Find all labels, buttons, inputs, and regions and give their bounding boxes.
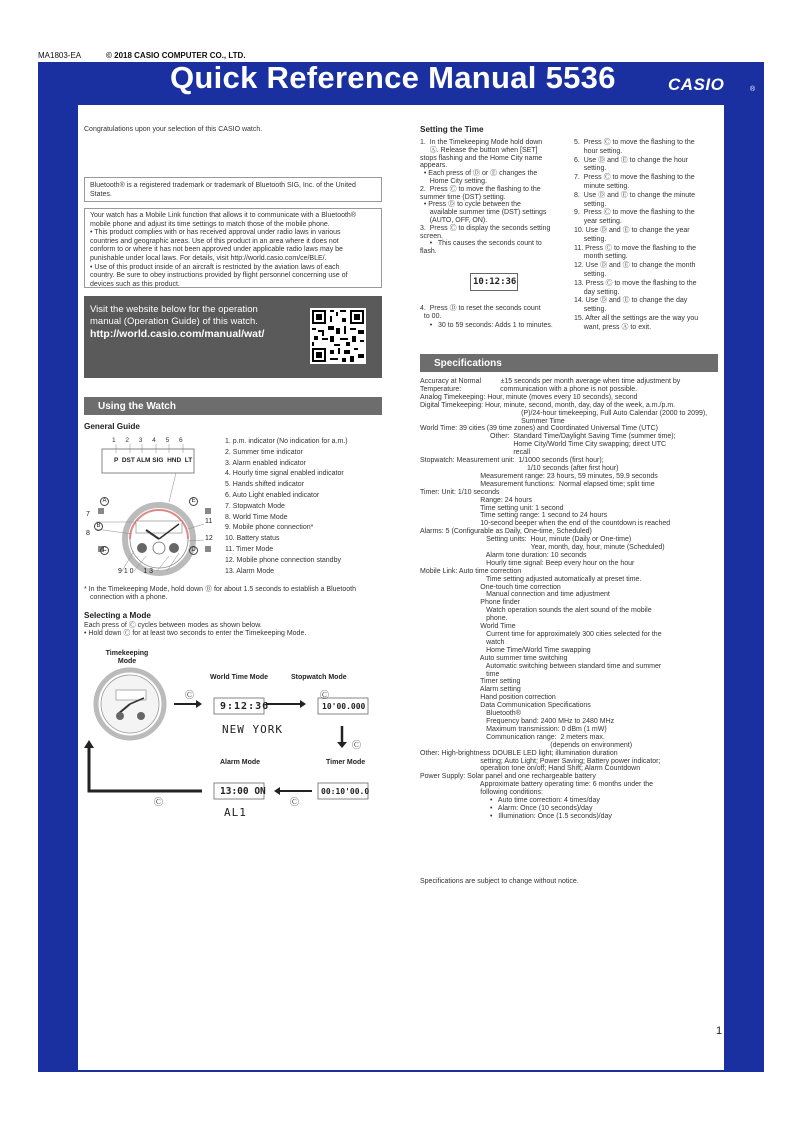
spec-line: Year, month, day, hour, minute (Scheduled) bbox=[420, 544, 665, 552]
spec-line: Automatic switching between standard time and summer bbox=[420, 662, 662, 670]
brand-mark: ® bbox=[750, 86, 756, 93]
spec-line: operation tone on/off; Hand Shift; Alarm Countdown bbox=[420, 765, 641, 773]
mobile-link-line: Your watch has a Mobile Link function that allows it to communicate with a Bluetooth® bbox=[90, 212, 356, 219]
spec-line: Manual connection and time adjustment bbox=[420, 591, 610, 599]
copyright: © 2018 CASIO COMPUTER CO., LTD. bbox=[106, 51, 246, 60]
spec-line: (P)/24-hour timekeeping, Full Auto Calendar (2000 to 2099), bbox=[420, 409, 708, 417]
spec-line: phone. bbox=[420, 615, 508, 623]
footnote-1: * In the Timekeeping Mode, hold down Ⓑ for about 1.5 seconds to establish a Bluetooth bbox=[84, 586, 357, 593]
spec-line: Stopwatch: Measurement unit: 1/1000 seconds (first hour); bbox=[420, 457, 604, 465]
guide-item: 4. Hourly time signal enabled indicator bbox=[225, 470, 344, 478]
specifications-footer: Specifications are subject to change without notice. bbox=[420, 878, 579, 885]
world-time-mode-label: World Time Mode bbox=[210, 674, 269, 681]
lcd-indicator-labels: P DST ALM SIG HND LT bbox=[114, 457, 193, 464]
stopwatch-mode-label: Stopwatch Mode bbox=[291, 674, 347, 681]
spec-line: Temperature: communication with a phone is not possible. bbox=[420, 385, 638, 393]
guide-item: 8. World Time Mode bbox=[225, 513, 288, 521]
spec-line: (depends on environment) bbox=[420, 741, 633, 749]
c-arrow-5: Ⓒ bbox=[154, 797, 164, 807]
setting-step-line: 5. Press Ⓒ to move the flashing to the bbox=[574, 139, 695, 146]
spec-line: Bluetooth® bbox=[420, 710, 521, 718]
bluetooth-line1: Bluetooth® is a registered trademark or trademark of Bluetooth SIG, Inc. of the United bbox=[90, 182, 356, 189]
c-arrow-4: Ⓒ bbox=[290, 797, 300, 807]
spec-line: Alarm setting bbox=[420, 686, 521, 694]
spec-line: following conditions: bbox=[420, 789, 543, 797]
manual-url-link[interactable]: http://world.casio.com/manual/wat/ bbox=[90, 328, 265, 340]
setting-step-line: appears. bbox=[420, 162, 448, 170]
spec-line: Home City/World Time City swapping; direct UTC bbox=[420, 441, 667, 449]
setting-step-line: 14. Use Ⓓ and Ⓔ to change the day bbox=[574, 297, 688, 305]
spec-line: • Alarm: Once (10 seconds)/day bbox=[420, 804, 593, 812]
indicator-number: 3 bbox=[138, 437, 143, 444]
setting-step-line: 12. Use Ⓓ and Ⓔ to change the month bbox=[574, 262, 696, 270]
spec-line: Summer Time bbox=[420, 417, 565, 425]
setting-steps-left bbox=[420, 139, 572, 256]
label-bottom-numbers: 9 1 0 1 3 bbox=[118, 568, 154, 575]
label-8: 8 bbox=[86, 530, 90, 537]
spec-line: Timer: Unit: 1/10 seconds bbox=[420, 488, 500, 496]
guide-item: 5. Hands shifted indicator bbox=[225, 481, 304, 489]
spec-line: Watch operation sounds the alert sound of the mobile bbox=[420, 607, 652, 615]
c-arrow-3: Ⓒ bbox=[352, 740, 362, 750]
setting-step-line: 4. Press Ⓓ to reset the seconds count bbox=[420, 305, 541, 312]
indicator-number: 1 bbox=[112, 437, 116, 444]
setting-step-line: minute setting. bbox=[574, 182, 630, 190]
setting-step-line: 2. Press Ⓒ to move the flashing to the bbox=[420, 185, 541, 193]
spec-line: time bbox=[420, 670, 500, 678]
setting-steps-right bbox=[574, 139, 724, 333]
general-guide-heading: General Guide bbox=[84, 422, 140, 431]
spec-line: Digital Timekeeping: Hour, minute, second, month, day, day of the week, a.m./p.m. bbox=[420, 401, 676, 409]
alarm-name-display: AL1 bbox=[224, 806, 247, 819]
button-c[interactable]: C bbox=[100, 546, 109, 555]
brand-logo: CASIO bbox=[668, 75, 725, 94]
guide-item: 13. Alarm Mode bbox=[225, 567, 275, 575]
setting-step-line: flash. bbox=[420, 248, 437, 256]
setting-steps-left-bottom bbox=[420, 305, 572, 330]
spec-line: Home Time/World Time swapping bbox=[420, 646, 591, 654]
spec-line: Frequency band: 2400 MHz to 2480 MHz bbox=[420, 717, 615, 725]
using-watch-heading: Using the Watch bbox=[84, 397, 382, 415]
spec-line: Alarm tone duration: 10 seconds bbox=[420, 551, 587, 559]
setting-step-line: 13. Press Ⓒ to move the flashing to the bbox=[574, 279, 697, 287]
mobile-link-line: mobile phone and adjust its time settings to match those of the mobile phone. bbox=[90, 220, 330, 228]
spec-line: Maximum transmission: 0 dBm (1 mW) bbox=[420, 725, 607, 733]
setting-step-line: screen. bbox=[420, 232, 443, 240]
specifications-heading: Specifications bbox=[420, 354, 718, 372]
setting-step-line: • Press Ⓓ to cycle between the bbox=[420, 201, 521, 209]
setting-step-line: 10. Use Ⓓ and Ⓔ to change the year bbox=[574, 226, 690, 234]
setting-step-line: setting. bbox=[574, 306, 607, 314]
setting-step-line: day setting. bbox=[574, 288, 620, 296]
spec-line: 1/10 seconds (after first hour) bbox=[420, 464, 619, 472]
seconds-lcd bbox=[470, 273, 518, 291]
general-guide-list bbox=[225, 437, 385, 577]
button-d[interactable]: D bbox=[189, 546, 198, 555]
setting-step-line: year setting. bbox=[574, 218, 622, 226]
c-arrow-1: Ⓒ bbox=[185, 690, 195, 700]
timekeeping-label-1: Timekeeping bbox=[105, 650, 149, 657]
mode-cycle-diagram bbox=[84, 648, 384, 828]
spec-line: Communication range: 2 meters max. bbox=[420, 733, 605, 741]
setting-step-line: stops flashing and the Home City name bbox=[420, 154, 543, 162]
spec-line: watch bbox=[420, 638, 505, 646]
indicator-number: 6 bbox=[178, 437, 183, 444]
spec-line: Setting units: Hour, minute (Daily or One-time) bbox=[420, 536, 632, 544]
setting-step-line: setting. bbox=[574, 200, 607, 208]
indicator-number: 4 bbox=[152, 437, 156, 444]
spec-line: World Time: 39 cities (39 time zones) and Coordinated Universal Time (UTC) bbox=[420, 425, 658, 433]
spec-line: One-touch time correction bbox=[420, 583, 561, 591]
setting-step-line: summer time (DST) setting. bbox=[420, 193, 506, 201]
spec-line: Other: Standard Time/Daylight Saving Time (summer time); bbox=[420, 433, 676, 441]
button-e[interactable]: E bbox=[189, 497, 198, 506]
spec-line: Other: High-brightness DOUBLE LED light; illumination duration bbox=[420, 749, 618, 757]
spec-line: Analog Timekeeping: Hour, minute (moves every 10 seconds), second bbox=[420, 393, 638, 401]
mobile-link-line: countries and geographic areas. Use of this product in an area where it does not bbox=[90, 237, 339, 245]
timekeeping-label-2: Mode bbox=[117, 658, 137, 665]
mobile-link-line: conform to or where it has not been approved under applicable radio laws may be bbox=[90, 246, 343, 254]
setting-step-line: 3. Press Ⓒ to display the seconds setting bbox=[420, 224, 551, 232]
stopwatch-display: 10'00.000 bbox=[322, 702, 366, 711]
timer-display: 00:10'00.0 bbox=[321, 787, 370, 796]
mobile-link-line: punishable under local laws. For details, visit http://world.casio.com/ce/BLE/. bbox=[90, 254, 327, 262]
label-11: 11 bbox=[205, 518, 213, 525]
spec-line: Measurement functions: Normal elapsed time; split time bbox=[420, 480, 655, 488]
setting-step-line: want, press Ⓐ to exit. bbox=[574, 323, 652, 331]
spec-line: Current time for approximately 300 cities selected for the bbox=[420, 631, 662, 638]
specifications-list bbox=[420, 378, 720, 821]
spec-line: Measurement range: 23 hours, 59 minutes, 59.9 seconds bbox=[420, 472, 658, 480]
spec-line: Approximate battery operating time: 6 months under the bbox=[420, 781, 654, 789]
spec-line: Time setting unit: 1 second bbox=[420, 504, 564, 512]
world-time-display: 9:12:36 bbox=[220, 701, 270, 712]
mobile-link-line: • This product complies with or has received approval under radio laws in various bbox=[90, 229, 341, 237]
selecting-line1: Each press of Ⓒ cycles between modes as shown below. bbox=[84, 622, 262, 629]
c-arrow-2: Ⓒ bbox=[320, 690, 330, 700]
general-guide-diagram bbox=[84, 436, 224, 576]
button-a[interactable]: A bbox=[100, 497, 109, 506]
seconds-display: 10:12:36 bbox=[473, 277, 517, 287]
setting-step-line: • Each press of Ⓓ or Ⓔ changes the bbox=[420, 170, 538, 178]
guide-item: 12. Mobile phone connection standby bbox=[225, 556, 341, 564]
setting-step-line: to 00. bbox=[420, 313, 442, 321]
qr-code bbox=[310, 308, 366, 364]
spec-line: Timer setting bbox=[420, 678, 521, 686]
spec-line: Hourly time signal: Beep every hour on the hour bbox=[420, 559, 635, 567]
spec-line: Time setting range: 1 second to 24 hours bbox=[420, 512, 608, 520]
label-12: 12 bbox=[205, 535, 213, 542]
spec-line: Auto summer time switching bbox=[420, 654, 568, 662]
alarm-mode-label: Alarm Mode bbox=[220, 759, 261, 766]
visit-line2: manual (Operation Guide) of this watch. bbox=[90, 316, 258, 327]
spec-line: Time setting adjusted automatically at preset time. bbox=[420, 575, 642, 583]
setting-step-line: hour setting. bbox=[574, 147, 623, 155]
setting-step-line: setting. bbox=[574, 235, 607, 243]
mobile-link-line: devices such as this product. bbox=[90, 280, 180, 288]
spec-line: setting; Auto Light; Power Saving; Battery power indicator; bbox=[420, 757, 661, 765]
guide-item: 6. Auto Light enabled indicator bbox=[225, 491, 320, 499]
spec-line: 10-second beeper when the end of the countdown is reached bbox=[420, 520, 671, 528]
visit-website-banner bbox=[84, 296, 382, 378]
setting-step-line: 9. Press Ⓒ to move the flashing to the bbox=[574, 209, 695, 217]
intro-text: Congratulations upon your selection of this CASIO watch. bbox=[84, 126, 263, 133]
spec-line: Data Communication Specifications bbox=[420, 702, 591, 710]
setting-step-line: (AUTO, OFF, ON). bbox=[420, 216, 488, 224]
setting-step-line: 8. Use Ⓓ and Ⓔ to change the minute bbox=[574, 191, 696, 199]
setting-step-line: available summer time (DST) settings bbox=[420, 209, 547, 217]
button-b[interactable]: B bbox=[94, 522, 103, 531]
setting-step-line: month setting. bbox=[574, 253, 628, 261]
timer-mode-label: Timer Mode bbox=[326, 759, 366, 766]
indicator-numbers bbox=[112, 437, 192, 444]
visit-line1: Visit the website below for the operation bbox=[90, 304, 258, 315]
bluetooth-notice bbox=[84, 177, 382, 202]
spec-line: Accuracy at Normal ±15 seconds per month average when time adjustment by bbox=[420, 378, 681, 385]
setting-step-line: 11. Press Ⓒ to move the flashing to the bbox=[574, 244, 697, 252]
setting-step-line: Ⓐ. Release the button when [SET] bbox=[420, 146, 538, 154]
spec-line: Power Supply: Solar panel and one rechargeable battery bbox=[420, 773, 596, 781]
selecting-line2: • Hold down Ⓒ for at least two seconds to enter the Timekeeping Mode. bbox=[84, 630, 307, 637]
setting-step-line: Home City setting. bbox=[420, 177, 487, 185]
bluetooth-line2: States. bbox=[90, 190, 112, 198]
spec-line: Phone finder bbox=[420, 599, 520, 607]
guide-item: 3. Alarm enabled indicator bbox=[225, 459, 306, 467]
spec-line: Range: 24 hours bbox=[420, 496, 533, 504]
setting-step-line: 15. After all the settings are the way you bbox=[574, 314, 699, 322]
world-city-display: NEW YORK bbox=[222, 723, 283, 736]
guide-item: 9. Mobile phone connection* bbox=[225, 524, 314, 532]
setting-step-line: setting. bbox=[574, 270, 607, 278]
alarm-display: 13:00 ON bbox=[220, 786, 266, 797]
guide-item: 11. Timer Mode bbox=[225, 545, 274, 553]
spec-line: Hand position correction bbox=[420, 694, 556, 702]
indicator-number: 2 bbox=[125, 437, 130, 444]
selecting-mode-heading: Selecting a Mode bbox=[84, 611, 151, 620]
spec-line: Alarms: 5 (Configurable as Daily, One-time, Scheduled) bbox=[420, 528, 592, 536]
mobile-link-notice bbox=[84, 208, 382, 288]
indicator-number: 5 bbox=[165, 437, 170, 444]
setting-step-line: 1. In the Timekeeping Mode hold down bbox=[420, 139, 543, 146]
setting-time-heading: Setting the Time bbox=[420, 125, 484, 134]
guide-item: 10. Battery status bbox=[225, 535, 280, 543]
setting-step-line: 7. Press Ⓒ to move the flashing to the bbox=[574, 174, 695, 182]
setting-step-line: • This causes the seconds count to bbox=[420, 240, 542, 248]
mobile-link-line: • Use of this product inside of an aircraft is restricted by the aviation laws of each bbox=[90, 263, 340, 271]
setting-step-line: • 30 to 59 seconds: Adds 1 to minutes. bbox=[420, 321, 553, 329]
guide-item: 1. p.m. indicator (No indication for a.m.) bbox=[225, 438, 348, 445]
guide-item: 7. Stopwatch Mode bbox=[225, 502, 285, 510]
setting-step-line: 6. Use Ⓓ and Ⓔ to change the hour bbox=[574, 156, 689, 164]
spec-line: recall bbox=[420, 449, 531, 457]
guide-item: 2. Summer time indicator bbox=[225, 448, 303, 456]
spec-line: • Illumination: Once (1.5 seconds)/day bbox=[420, 812, 612, 820]
page-number: 1 bbox=[716, 1025, 723, 1037]
setting-step-line: setting. bbox=[574, 165, 607, 173]
spec-line: • Auto time correction: 4 times/day bbox=[420, 797, 600, 805]
label-7: 7 bbox=[86, 511, 90, 518]
spec-line: Mobile Link: Auto time correction bbox=[420, 567, 522, 575]
spec-line: World Time bbox=[420, 623, 516, 631]
footnote-2: connection with a phone. bbox=[90, 594, 168, 601]
mobile-link-line: country. Be sure to obey instructions provided by flight personnel concerning use of bbox=[90, 272, 348, 280]
doc-code: MA1803-EA bbox=[38, 51, 82, 60]
page-title: Quick Reference Manual 5536 bbox=[170, 60, 616, 95]
